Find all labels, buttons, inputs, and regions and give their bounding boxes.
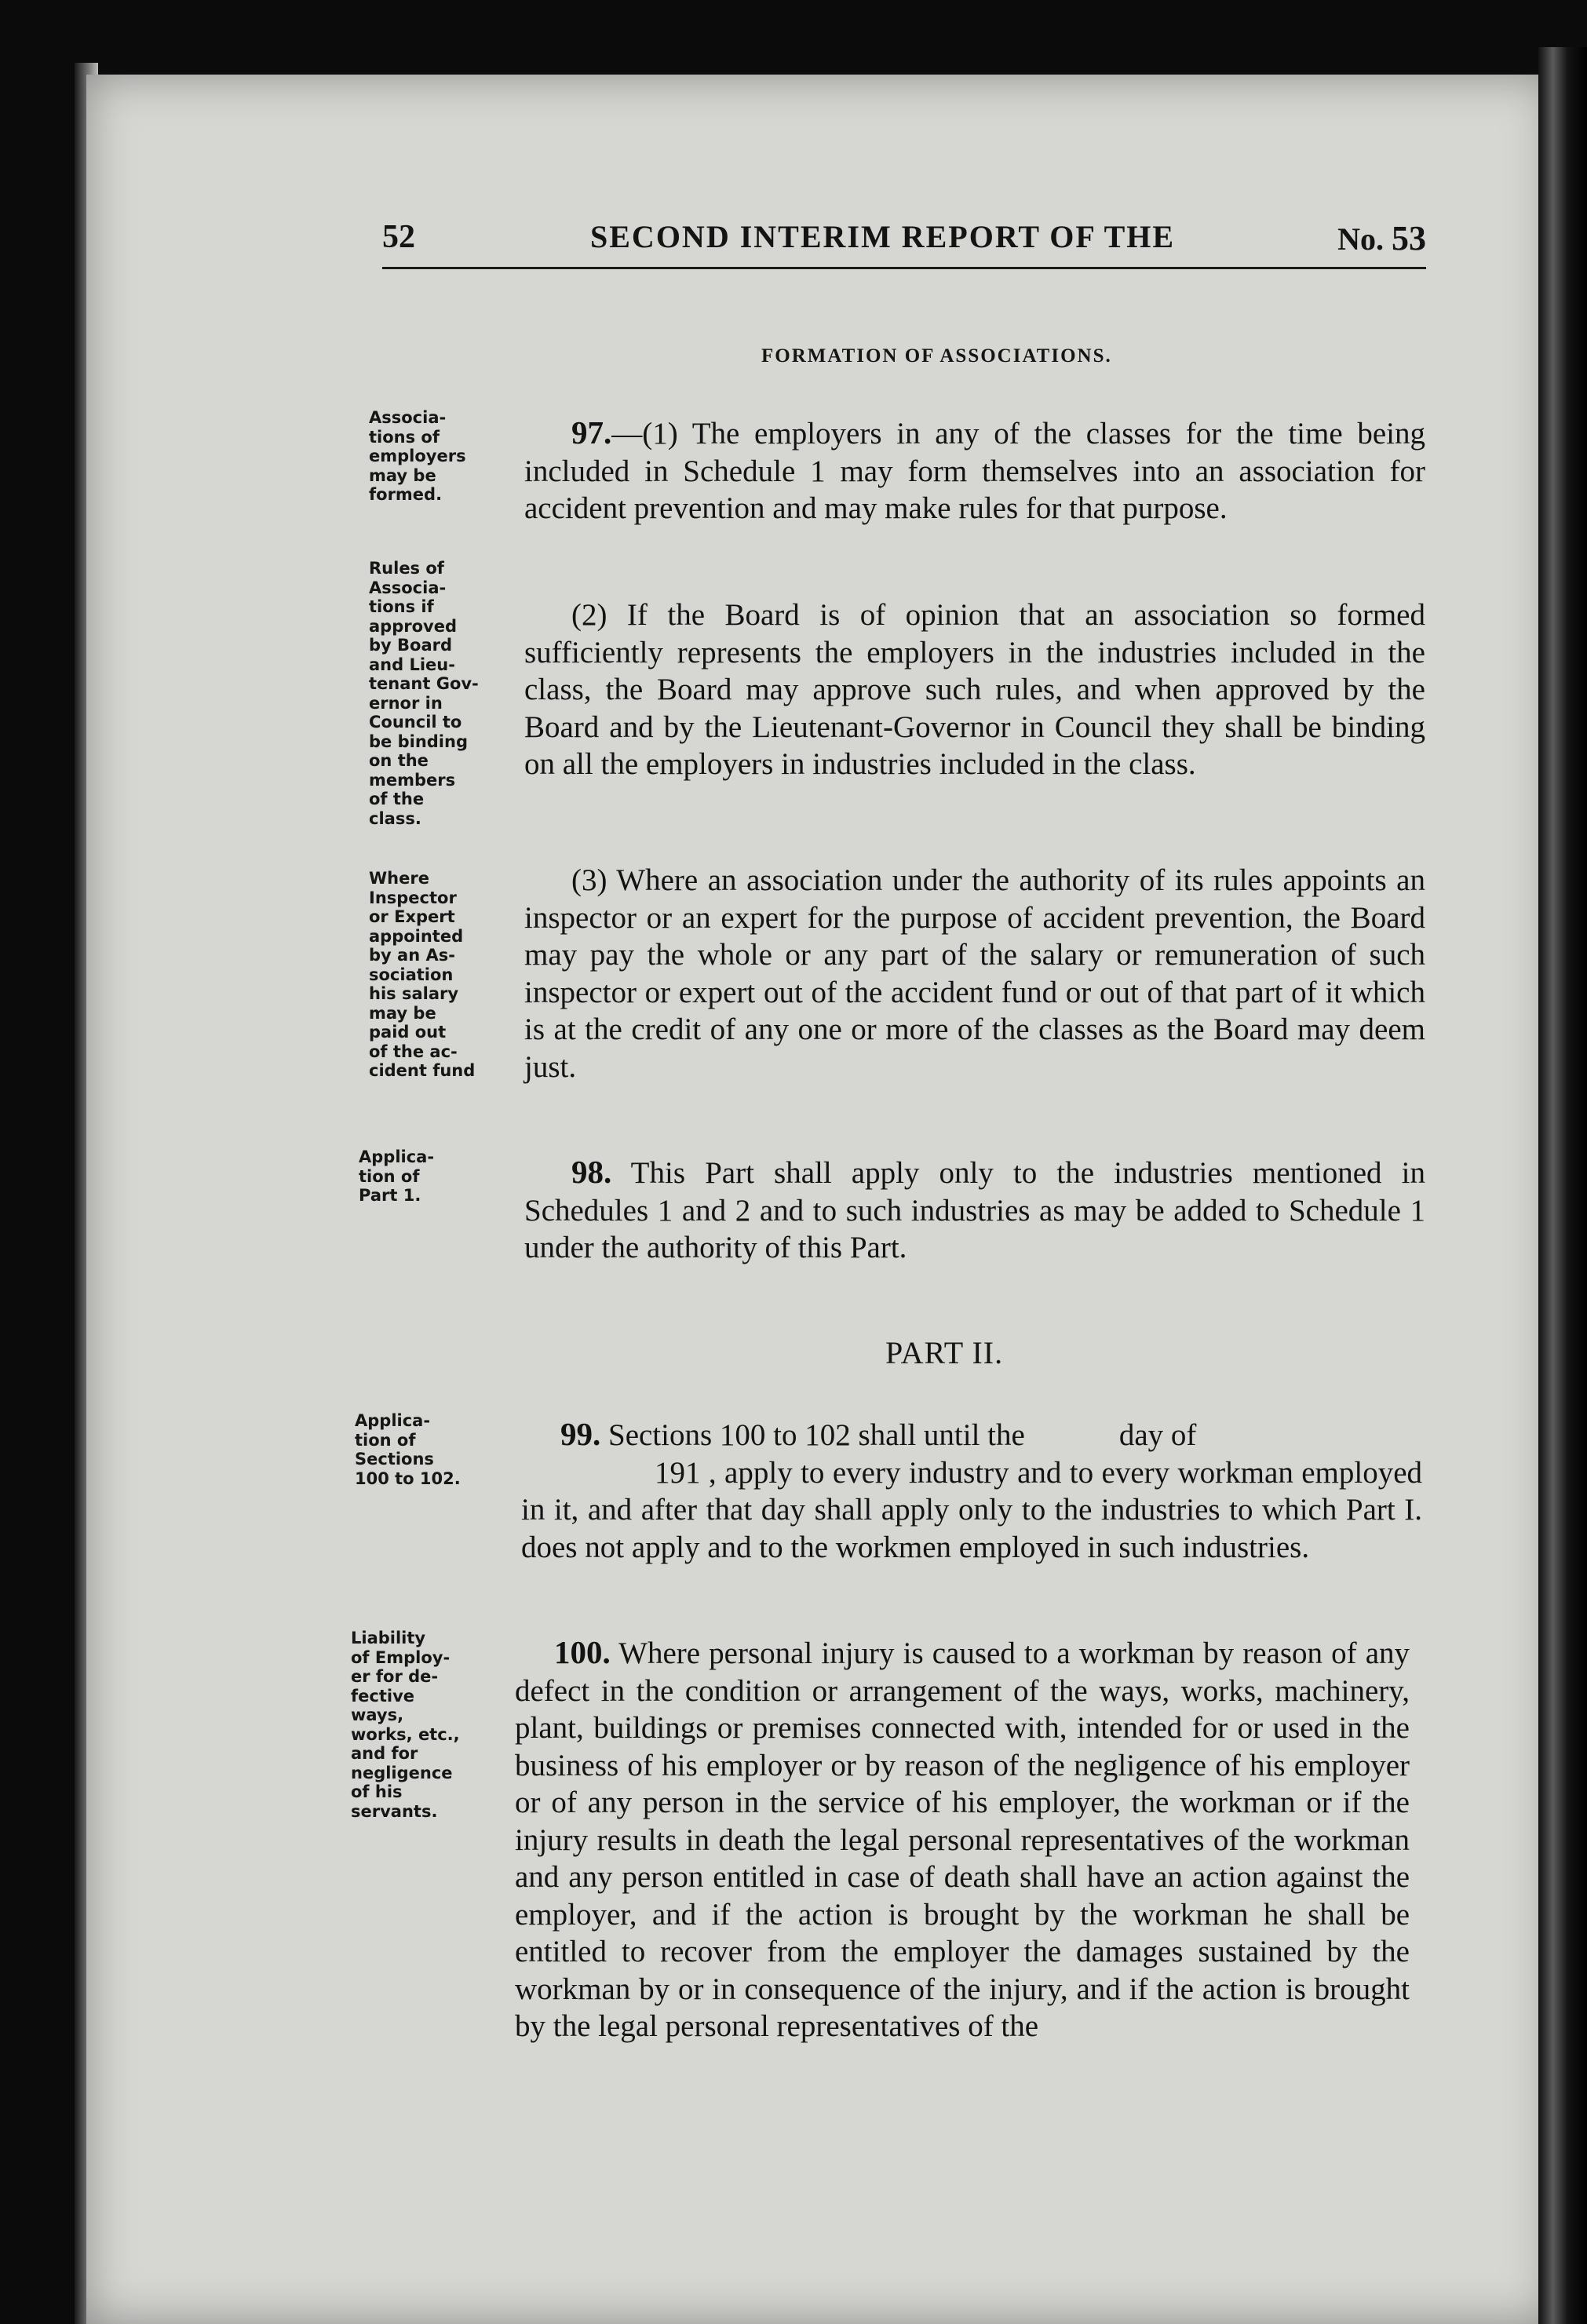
section-number: 100. bbox=[554, 1634, 611, 1670]
section-97-2 bbox=[524, 597, 1425, 783]
section-number: 98. bbox=[571, 1154, 612, 1190]
part-heading: PART II. bbox=[885, 1335, 1004, 1370]
report-number bbox=[1337, 218, 1426, 258]
running-title: SECOND INTERIM REPORT OF THE bbox=[590, 219, 1176, 254]
section-99 bbox=[521, 1416, 1422, 1566]
section-text: day of bbox=[1118, 1418, 1197, 1452]
section-97-1 bbox=[524, 414, 1425, 527]
page-right-edge bbox=[1538, 47, 1587, 2324]
section-98 bbox=[524, 1154, 1425, 1267]
margin-note: Liability of Employ- er for de- fective ways, works, etc., and for negligence of his servants. bbox=[351, 1629, 460, 1821]
section-97-3 bbox=[524, 862, 1425, 1085]
section-text: —(1) The employers in any of the classes for the time being included in Schedule 1 may form themselves into an association for accident prevention and may make rules for that purpose. bbox=[524, 417, 1425, 525]
margin-note: Applica- tion of Part 1. bbox=[359, 1147, 435, 1205]
report-number-prefix: No. bbox=[1337, 221, 1384, 257]
section-text: This Part shall apply only to the industries mentioned in Schedules 1 and 2 and to such industries as may be added to Schedule 1 under the authority of this Part. bbox=[524, 1156, 1425, 1264]
section-text: , apply to every industry and to every workman employed in it, and after that day shall apply only to the industries to which Part I. does not apply and to the workmen employed in such industries. bbox=[521, 1455, 1423, 1564]
section-text: Sections 100 to 102 shall until the bbox=[608, 1418, 1025, 1452]
margin-note: Associa- tions of employers may be formed. bbox=[369, 408, 466, 504]
margin-note: Applica- tion of Sections 100 to 102. bbox=[355, 1411, 461, 1488]
section-text: Where personal injury is caused to a workman by reason of any defect in the condition or arrangement of the ways, works, machinery, plant, buildings or premises connected with, intended for or used in the business of his employer or by reason of the negligence of his employer or of any person in the service of his employer, the workman or if the injury results in death the legal personal representatives of the workman and any person entitled in case of death shall have an action against the employer, and if the action is brought by the workman he shall be entitled to recover from the employer the damages sustained by the workman by or in consequence of the injury, and if the action is brought by the legal personal representatives of the bbox=[515, 1636, 1410, 2043]
section-100 bbox=[515, 1634, 1410, 2045]
margin-note: Where Inspector or Expert appointed by an As- sociation his salary may be paid out of the ac- cident fund bbox=[369, 869, 476, 1080]
running-header bbox=[382, 218, 1426, 269]
section-text: (2) If the Board is of opinion that an association so formed sufficiently represents the employers in the industries included in the class, the Board may approve such rules, and when approved by the Board and by the Lieutenant-Governor in Council they shall be binding on all the employers in industries included in the class. bbox=[524, 598, 1425, 781]
section-text: 191 bbox=[655, 1455, 701, 1490]
margin-note: Rules of Associa- tions if approved by Board and Lieu- tenant Gov- ernor in Council to be binding on the members of the class. bbox=[369, 559, 479, 828]
section-heading: FORMATION OF ASSOCIATIONS. bbox=[761, 345, 1112, 367]
section-number: 97. bbox=[571, 414, 612, 451]
page-number: 52 bbox=[382, 219, 415, 255]
section-text: (3) Where an association under the authority of its rules appoints an inspector or an expert for the purpose of accident prevention, the Board may pay the whole or any part of the salary or remuneration of such inspector or expert out of the accident fund or out of that part of it which is at the credit of any one or more of the classes as the Board may deem just. bbox=[524, 863, 1425, 1084]
section-number: 99. bbox=[560, 1416, 601, 1452]
report-number-value: 53 bbox=[1392, 219, 1426, 257]
